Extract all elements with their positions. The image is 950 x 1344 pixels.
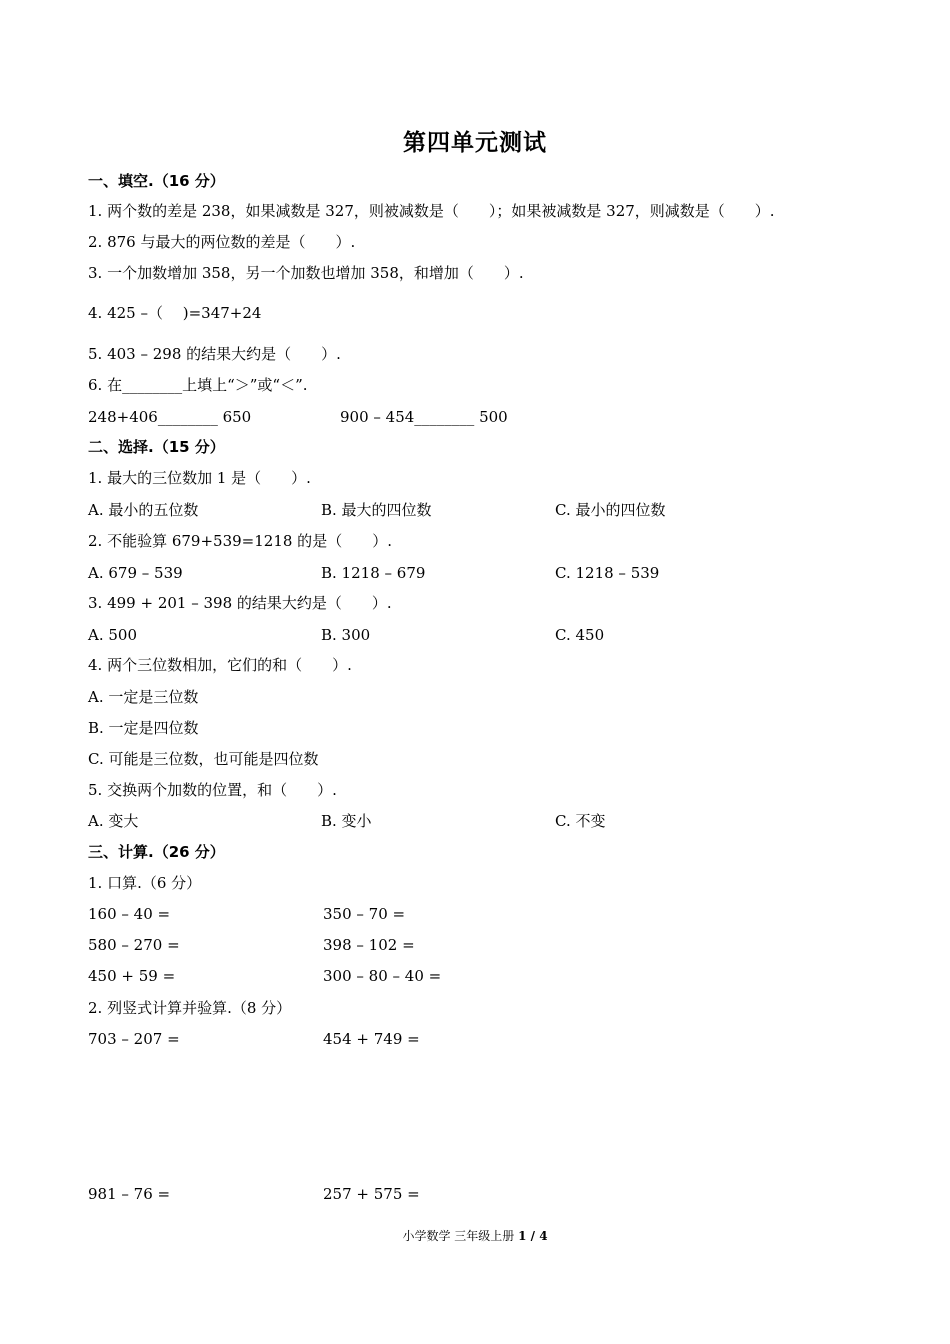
- question-text: 2. 876 与最大的两位数的差是（ ）.: [88, 233, 356, 251]
- option-a: A. 变大: [88, 812, 139, 830]
- question-text: 1. 最大的三位数加 1 是（ ）.: [88, 469, 311, 487]
- option-b: B. 300: [321, 626, 371, 644]
- option-c: C. 可能是三位数，也可能是四位数: [88, 750, 319, 768]
- compare-item: 900 – 454________ 500: [340, 408, 508, 426]
- calc-item: 703 – 207 =: [88, 1030, 180, 1048]
- calc-item: 350 – 70 =: [323, 905, 406, 923]
- question-text: 3. 一个加数增加 358，另一个加数也增加 358，和增加（ ）.: [88, 264, 524, 282]
- compare-item: 248+406________ 650: [88, 408, 252, 426]
- page-footer: [0, 1228, 950, 1244]
- section-heading-choice: 二、选择.（15 分）: [88, 438, 225, 456]
- question-text: 4. 两个三位数相加，它们的和（ ）.: [88, 656, 352, 674]
- calc-item: 580 – 270 =: [88, 936, 180, 954]
- calc-item: 160 – 40 =: [88, 905, 171, 923]
- section-heading-calculation: 三、计算.（26 分）: [88, 843, 225, 861]
- sub-heading: 2. 列竖式计算并验算.（8 分）: [88, 999, 292, 1017]
- calc-item: 450 + 59 =: [88, 967, 176, 985]
- option-b: B. 1218 – 679: [321, 564, 426, 582]
- sub-heading: 1. 口算.（6 分）: [88, 874, 202, 892]
- question-text: 5. 403 – 298 的结果大约是（ ）.: [88, 345, 341, 363]
- calc-item: 300 – 80 – 40 =: [323, 967, 442, 985]
- question-text: 3. 499 + 201 – 398 的结果大约是（ ）.: [88, 594, 392, 612]
- question-text: 2. 不能验算 679+539=1218 的是（ ）.: [88, 532, 392, 550]
- option-a: A. 一定是三位数: [88, 688, 199, 706]
- calc-item: 257 + 575 =: [323, 1185, 420, 1203]
- option-c: C. 1218 – 539: [555, 564, 660, 582]
- option-b: B. 最大的四位数: [321, 501, 432, 519]
- calc-item: 454 + 749 =: [323, 1030, 420, 1048]
- option-c: C. 最小的四位数: [555, 501, 666, 519]
- option-c: C. 不变: [555, 812, 606, 830]
- question-text: 4. 425 –（ )=347+24: [88, 304, 262, 322]
- option-a: A. 500: [88, 626, 137, 644]
- page-number: 1 / 4: [518, 1229, 548, 1243]
- calc-item: 981 – 76 =: [88, 1185, 171, 1203]
- question-text: 6. 在________上填上“＞”或“＜”.: [88, 376, 308, 394]
- option-b: B. 一定是四位数: [88, 719, 199, 737]
- footer-text: 小学数学 三年级上册: [402, 1229, 515, 1243]
- option-a: A. 最小的五位数: [88, 501, 199, 519]
- option-c: C. 450: [555, 626, 605, 644]
- calc-item: 398 – 102 =: [323, 936, 415, 954]
- option-b: B. 变小: [321, 812, 372, 830]
- section-heading-fill-blank: 一、填空.（16 分）: [88, 172, 225, 190]
- option-a: A. 679 – 539: [88, 564, 183, 582]
- question-text: 5. 交换两个加数的位置，和（ ）.: [88, 781, 337, 799]
- question-text: 1. 两个数的差是 238，如果减数是 327，则被减数是（ ）；如果被减数是 327，则减数是（ ）.: [88, 202, 775, 220]
- page-title: 第四单元测试: [403, 130, 547, 156]
